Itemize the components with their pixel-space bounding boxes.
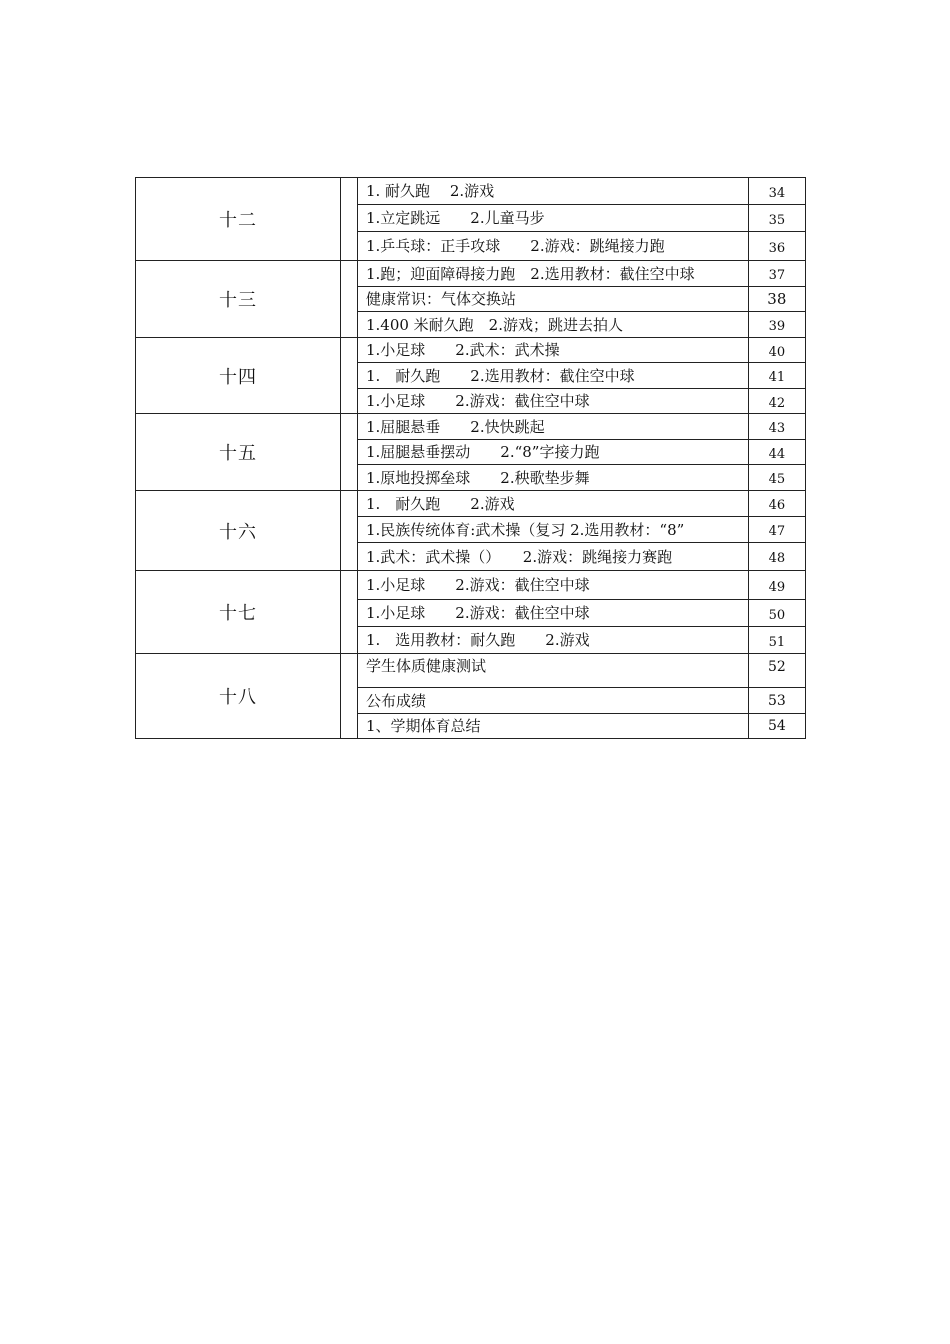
schedule-table — [135, 177, 806, 739]
lesson-content: 1. 耐久跑 2.选用教材：截住空中球 — [357, 363, 748, 389]
lesson-content: 1.小足球 2.游戏：截住空中球 — [357, 571, 748, 600]
lesson-number-text: 34 — [768, 185, 786, 201]
spacer-column — [340, 338, 357, 414]
lesson-number — [748, 205, 805, 232]
lesson-number-text: 51 — [768, 634, 786, 650]
lesson-number — [748, 714, 805, 739]
lesson-number-text: 47 — [768, 524, 786, 539]
lesson-number-text: 50 — [768, 607, 786, 623]
lesson-number — [748, 389, 805, 414]
lesson-number-text: 54 — [767, 718, 786, 734]
lesson-number-text: 46 — [768, 498, 786, 513]
lesson-content: 1.民族传统体育:武术操（复习 2.选用教材：“8” — [357, 517, 748, 543]
week-label: 十三 — [136, 261, 341, 338]
lesson-content: 公布成绩 — [357, 688, 748, 714]
lesson-number — [748, 440, 805, 465]
spacer-column — [340, 414, 357, 491]
table-row — [136, 491, 806, 517]
table-row — [136, 338, 806, 363]
lesson-number — [748, 517, 805, 543]
table-row — [136, 261, 806, 287]
lesson-number — [748, 465, 805, 491]
lesson-number — [748, 363, 805, 389]
lesson-number-text: 43 — [768, 421, 786, 436]
lesson-content: 1.立定跳远 2.儿童马步 — [357, 205, 748, 232]
table-row — [136, 178, 806, 205]
spacer-column — [340, 571, 357, 654]
lesson-content: 1.小足球 2.游戏：截住空中球 — [357, 600, 748, 627]
lesson-number — [748, 654, 805, 688]
lesson-number-text: 45 — [768, 472, 786, 487]
table-row — [136, 654, 806, 688]
lesson-content: 1、学期体育总结 — [357, 714, 748, 739]
lesson-number — [748, 543, 805, 571]
lesson-number-text: 48 — [768, 551, 786, 566]
lesson-number-text: 38 — [767, 290, 787, 308]
lesson-number — [748, 312, 805, 338]
week-label: 十五 — [136, 414, 341, 491]
week-label: 十七 — [136, 571, 341, 654]
table-row — [136, 414, 806, 440]
lesson-number — [748, 338, 805, 363]
lesson-content: 1.屈腿悬垂 2.快快跳起 — [357, 414, 748, 440]
lesson-number — [748, 178, 805, 205]
lesson-number — [748, 287, 805, 312]
lesson-number — [748, 491, 805, 517]
spacer-column — [340, 654, 357, 739]
lesson-content: 1.原地投掷垒球 2.秧歌垫步舞 — [357, 465, 748, 491]
lesson-content: 1.小足球 2.武术：武术操 — [357, 338, 748, 363]
lesson-number-text: 37 — [768, 268, 786, 283]
lesson-number — [748, 261, 805, 287]
lesson-content: 1.屈腿悬垂摆动 2.“8”字接力跑 — [357, 440, 748, 465]
lesson-number-text: 36 — [768, 240, 786, 256]
lesson-number-text: 52 — [767, 659, 786, 675]
lesson-number — [748, 571, 805, 600]
spacer-column — [340, 491, 357, 571]
week-label: 十二 — [136, 178, 341, 261]
lesson-content: 1. 选用教材：耐久跑 2.游戏 — [357, 627, 748, 654]
lesson-number-text: 49 — [768, 579, 786, 595]
lesson-number — [748, 232, 805, 261]
lesson-content: 1.400 米耐久跑 2.游戏；跳进去拍人 — [357, 312, 748, 338]
week-label: 十八 — [136, 654, 341, 739]
spacer-column — [340, 261, 357, 338]
lesson-content: 1.小足球 2.游戏：截住空中球 — [357, 389, 748, 414]
lesson-number-text: 44 — [768, 446, 786, 462]
lesson-number-text: 40 — [768, 344, 786, 360]
lesson-number — [748, 414, 805, 440]
lesson-number — [748, 688, 805, 714]
lesson-content: 健康常识：气体交换站 — [357, 287, 748, 312]
lesson-number-text: 53 — [767, 692, 786, 709]
lesson-content: 1.乒乓球：正手攻球 2.游戏：跳绳接力跑 — [357, 232, 748, 261]
lesson-number-text: 42 — [768, 395, 786, 411]
lesson-content: 学生体质健康测试 — [357, 654, 748, 688]
lesson-number-text: 39 — [768, 319, 786, 334]
table-row — [136, 571, 806, 600]
lesson-number-text: 35 — [768, 212, 786, 228]
week-label: 十六 — [136, 491, 341, 571]
spacer-column — [340, 178, 357, 261]
week-label: 十四 — [136, 338, 341, 414]
lesson-number-text: 41 — [768, 370, 786, 385]
lesson-number — [748, 627, 805, 654]
lesson-number — [748, 600, 805, 627]
lesson-content: 1. 耐久跑 2.游戏 — [357, 178, 748, 205]
lesson-content: 1.跑；迎面障碍接力跑 2.选用教材：截住空中球 — [357, 261, 748, 287]
lesson-content: 1.武术：武术操（） 2.游戏：跳绳接力赛跑 — [357, 543, 748, 571]
lesson-content: 1. 耐久跑 2.游戏 — [357, 491, 748, 517]
